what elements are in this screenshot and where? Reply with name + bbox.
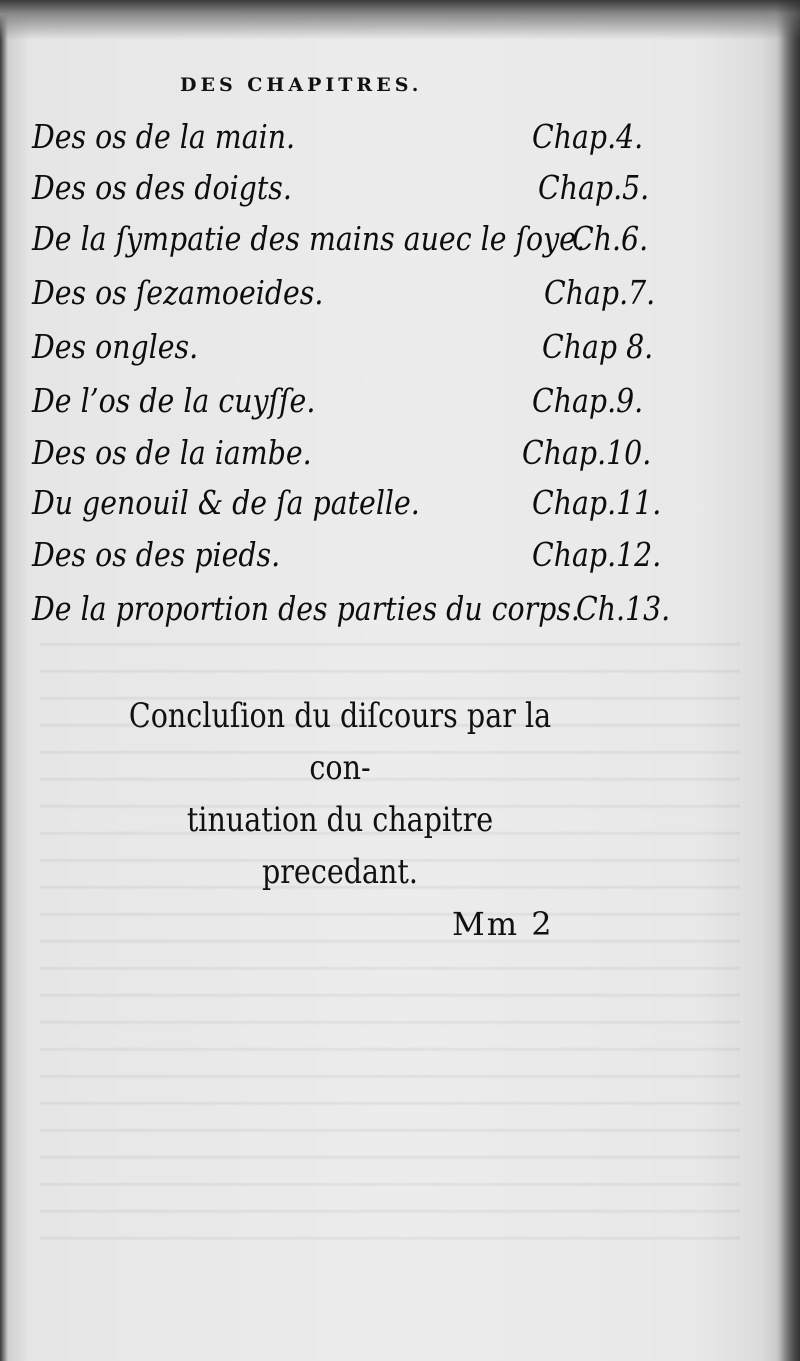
toc-entry-title: Des os de la main. [32, 117, 296, 156]
toc-entry-9 [32, 530, 672, 580]
toc-entry-chapter: Ch.13. [576, 589, 671, 628]
toc-entry-title: Des os de la iambe. [32, 433, 312, 472]
conclusion-line-1: Concluſion du diſcours par la con- [128, 696, 552, 788]
toc-entry-chapter: Chap.9. [532, 381, 644, 420]
toc-entry-7 [32, 428, 672, 478]
toc-entry-chapter: Chap 8. [542, 327, 654, 366]
toc-entry-chapter: Chap.11. [532, 483, 662, 522]
signature-mark: Mm 2 [452, 905, 554, 943]
toc-entry-6 [32, 376, 672, 426]
toc-entry-title: Du genouil & de ſa patelle. [32, 483, 420, 522]
toc-entry-title: De la proportion des parties du corps. [32, 589, 580, 628]
conclusion-line-3: precedant. [261, 852, 419, 892]
toc-entry-chapter: Chap.10. [522, 433, 652, 472]
page-top-shadow [0, 0, 800, 40]
toc-entry-title: Des ongles. [32, 327, 199, 366]
toc-entry-title: Des os des doigts. [32, 168, 292, 207]
toc-entry-title: De l’os de la cuyſſe. [32, 381, 316, 420]
toc-entry-chapter: Chap.5. [538, 168, 650, 207]
toc-entry-chapter: Chap.12. [532, 535, 662, 574]
toc-entry-title: De la ſympatie des mains auec le ſoye. [32, 219, 585, 258]
conclusion-heading [105, 690, 575, 898]
toc-entry-chapter: Chap.7. [544, 273, 656, 312]
toc-entry-title: Des os des pieds. [32, 535, 281, 574]
page-heading: DES CHAPITRES. [180, 74, 423, 96]
toc-entry-10 [32, 584, 672, 634]
toc-entry-8 [32, 478, 672, 528]
conclusion-line-2: tinuation du chapitre [186, 800, 494, 840]
toc-entry-3 [32, 214, 672, 264]
toc-entry-4 [32, 268, 672, 318]
toc-entry-chapter: Ch.6. [572, 219, 649, 258]
toc-entry-2 [32, 163, 672, 213]
page-right-shadow [776, 0, 800, 1361]
toc-entry-5 [32, 322, 672, 372]
toc-entry-title: Des os ſezamoeides. [32, 273, 324, 312]
toc-entry-1 [32, 112, 672, 162]
toc-entry-chapter: Chap.4. [532, 117, 644, 156]
